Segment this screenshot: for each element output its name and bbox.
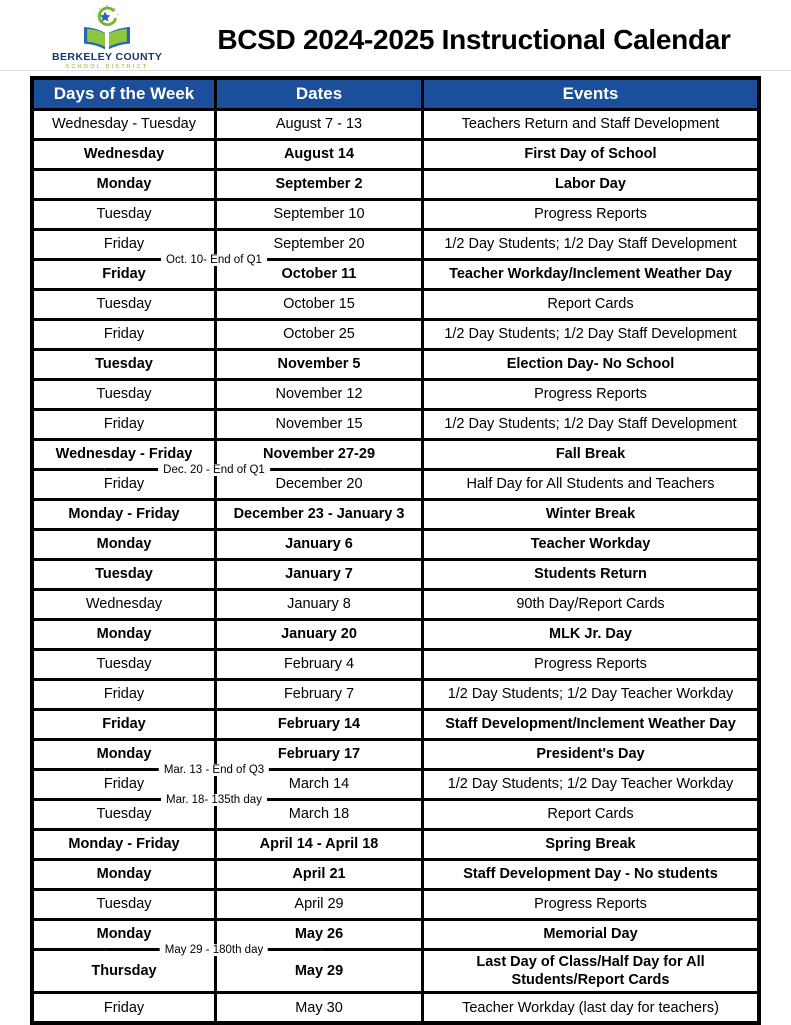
annotation-label: Dec. 20 - End of Q1 — [158, 464, 270, 476]
annotation-line-right — [267, 258, 321, 261]
day-cell: Monday — [32, 170, 216, 200]
district-logo — [52, 4, 162, 70]
date-cell: March 18 — [216, 800, 423, 830]
event-cell: 1/2 Day Students; 1/2 Day Teacher Workday — [423, 680, 760, 710]
annotation-label: Mar. 18- 135th day — [161, 794, 267, 806]
date-cell: September 20 — [216, 230, 423, 260]
date-cell: May 29 — [216, 950, 423, 993]
table-row — [32, 170, 759, 200]
day-cell: Tuesday — [32, 380, 216, 410]
table-row — [32, 350, 759, 380]
event-cell: Labor Day — [423, 170, 760, 200]
day-cell: Monday — [32, 620, 216, 650]
event-cell: Staff Development Day - No students — [423, 860, 760, 890]
date-cell: November 12 — [216, 380, 423, 410]
day-cell: Monday - Friday — [32, 830, 216, 860]
date-cell: January 7 — [216, 560, 423, 590]
day-cell: Friday — [32, 230, 216, 260]
header-cell-days: Days of the Week — [32, 78, 216, 110]
annotation-label: Oct. 10- End of Q1 — [161, 254, 267, 266]
table-header-row — [32, 78, 759, 110]
event-cell: Report Cards — [423, 800, 760, 830]
day-cell: Friday — [32, 770, 216, 800]
event-cell: Report Cards — [423, 290, 760, 320]
day-cell: Tuesday — [32, 350, 216, 380]
annotation-line-right — [269, 768, 323, 771]
date-cell: November 27-29 — [216, 440, 423, 470]
day-cell: Friday — [32, 993, 216, 1024]
day-cell: Monday — [32, 740, 216, 770]
table-row — [32, 860, 759, 890]
table-row — [32, 410, 759, 440]
day-cell: Friday — [32, 260, 216, 290]
date-cell: February 7 — [216, 680, 423, 710]
event-cell: Teacher Workday (last day for teachers) — [423, 993, 760, 1024]
date-cell: April 29 — [216, 890, 423, 920]
table-row — [32, 950, 759, 993]
date-cell: February 4 — [216, 650, 423, 680]
date-cell: May 30 — [216, 993, 423, 1024]
date-cell: January 6 — [216, 530, 423, 560]
event-cell: Progress Reports — [423, 200, 760, 230]
date-cell: August 7 - 13 — [216, 110, 423, 140]
date-cell: September 2 — [216, 170, 423, 200]
day-cell: Tuesday — [32, 290, 216, 320]
day-cell: Tuesday — [32, 800, 216, 830]
event-cell: Progress Reports — [423, 890, 760, 920]
calendar-table-body — [32, 110, 759, 1024]
event-cell: Teacher Workday/Inclement Weather Day — [423, 260, 760, 290]
table-row — [32, 530, 759, 560]
date-cell: December 20 — [216, 470, 423, 500]
header-cell-dates: Dates — [216, 78, 423, 110]
date-cell: September 10 — [216, 200, 423, 230]
event-cell: Teacher Workday — [423, 530, 760, 560]
event-cell: MLK Jr. Day — [423, 620, 760, 650]
day-cell: Friday — [32, 710, 216, 740]
date-cell: November 15 — [216, 410, 423, 440]
page-title: BCSD 2024-2025 Instructional Calendar — [217, 24, 731, 55]
annotation-line-right — [267, 798, 321, 801]
table-row — [32, 110, 759, 140]
event-cell: 1/2 Day Students; 1/2 Day Staff Development — [423, 320, 760, 350]
table-row — [32, 200, 759, 230]
day-cell: Wednesday - Tuesday — [32, 110, 216, 140]
annotation-line-left — [106, 948, 160, 951]
event-cell: 1/2 Day Students; 1/2 Day Teacher Workday — [423, 770, 760, 800]
table-row — [32, 830, 759, 860]
table-row — [32, 500, 759, 530]
table-row — [32, 993, 759, 1024]
date-cell: May 26 — [216, 920, 423, 950]
date-cell: November 5 — [216, 350, 423, 380]
calendar-table — [30, 76, 761, 1025]
annotation-line-left — [105, 768, 159, 771]
day-cell: Friday — [32, 470, 216, 500]
day-cell: Monday - Friday — [32, 500, 216, 530]
page-divider — [0, 70, 791, 71]
event-cell: Half Day for All Students and Teachers — [423, 470, 760, 500]
day-cell: Monday — [32, 530, 216, 560]
table-row — [32, 560, 759, 590]
event-cell: Last Day of Class/Half Day for All Students/Report Cards — [423, 950, 760, 993]
date-cell: January 20 — [216, 620, 423, 650]
quarter-annotation — [107, 794, 321, 806]
day-cell: Monday — [32, 920, 216, 950]
event-cell: Teachers Return and Staff Development — [423, 110, 760, 140]
day-cell: Wednesday — [32, 590, 216, 620]
table-row — [32, 710, 759, 740]
annotation-line-left — [107, 798, 161, 801]
quarter-annotation — [106, 944, 322, 956]
date-cell: October 15 — [216, 290, 423, 320]
logo-book-icon — [75, 4, 139, 50]
table-row — [32, 680, 759, 710]
day-cell: Tuesday — [32, 560, 216, 590]
event-cell: 90th Day/Report Cards — [423, 590, 760, 620]
annotation-line-left — [107, 258, 161, 261]
table-row — [32, 650, 759, 680]
event-cell: 1/2 Day Students; 1/2 Day Staff Development — [423, 230, 760, 260]
day-cell: Wednesday — [32, 140, 216, 170]
day-cell: Thursday — [32, 950, 216, 993]
day-cell: Tuesday — [32, 890, 216, 920]
day-cell: Friday — [32, 680, 216, 710]
day-cell: Wednesday - Friday — [32, 440, 216, 470]
event-cell: 1/2 Day Students; 1/2 Day Staff Development — [423, 410, 760, 440]
day-cell: Monday — [32, 860, 216, 890]
quarter-annotation — [104, 464, 324, 476]
date-cell: December 23 - January 3 — [216, 500, 423, 530]
annotation-label: May 29 - 180th day — [160, 944, 268, 956]
page-header — [0, 0, 791, 76]
event-cell: President's Day — [423, 740, 760, 770]
event-cell: Progress Reports — [423, 380, 760, 410]
date-cell: February 17 — [216, 740, 423, 770]
annotation-line-left — [104, 468, 158, 471]
day-cell: Tuesday — [32, 650, 216, 680]
event-cell: Election Day- No School — [423, 350, 760, 380]
event-cell: First Day of School — [423, 140, 760, 170]
table-row — [32, 380, 759, 410]
event-cell: Students Return — [423, 560, 760, 590]
event-cell: Fall Break — [423, 440, 760, 470]
date-cell: August 14 — [216, 140, 423, 170]
logo-name: BERKELEY COUNTY — [52, 51, 163, 63]
date-cell: October 25 — [216, 320, 423, 350]
event-cell: Spring Break — [423, 830, 760, 860]
table-row — [32, 590, 759, 620]
table-row — [32, 320, 759, 350]
table-wrap — [30, 76, 761, 1025]
date-cell: January 8 — [216, 590, 423, 620]
table-row — [32, 140, 759, 170]
day-cell: Tuesday — [32, 200, 216, 230]
event-cell: Progress Reports — [423, 650, 760, 680]
quarter-annotation — [107, 254, 321, 266]
table-row — [32, 620, 759, 650]
event-cell: Winter Break — [423, 500, 760, 530]
calendar-table-head — [32, 78, 759, 110]
date-cell: February 14 — [216, 710, 423, 740]
event-cell: Staff Development/Inclement Weather Day — [423, 710, 760, 740]
logo-subtitle: SCHOOL DISTRICT — [65, 64, 149, 70]
date-cell: October 11 — [216, 260, 423, 290]
table-row — [32, 290, 759, 320]
event-cell: Memorial Day — [423, 920, 760, 950]
date-cell: April 21 — [216, 860, 423, 890]
day-cell: Friday — [32, 320, 216, 350]
annotation-line-right — [270, 468, 324, 471]
quarter-annotation — [105, 764, 323, 776]
day-cell: Friday — [32, 410, 216, 440]
annotation-line-right — [268, 948, 322, 951]
annotation-label: Mar. 13 - End of Q3 — [159, 764, 269, 776]
date-cell: March 14 — [216, 770, 423, 800]
header-cell-events: Events — [423, 78, 760, 110]
date-cell: April 14 - April 18 — [216, 830, 423, 860]
table-row — [32, 890, 759, 920]
